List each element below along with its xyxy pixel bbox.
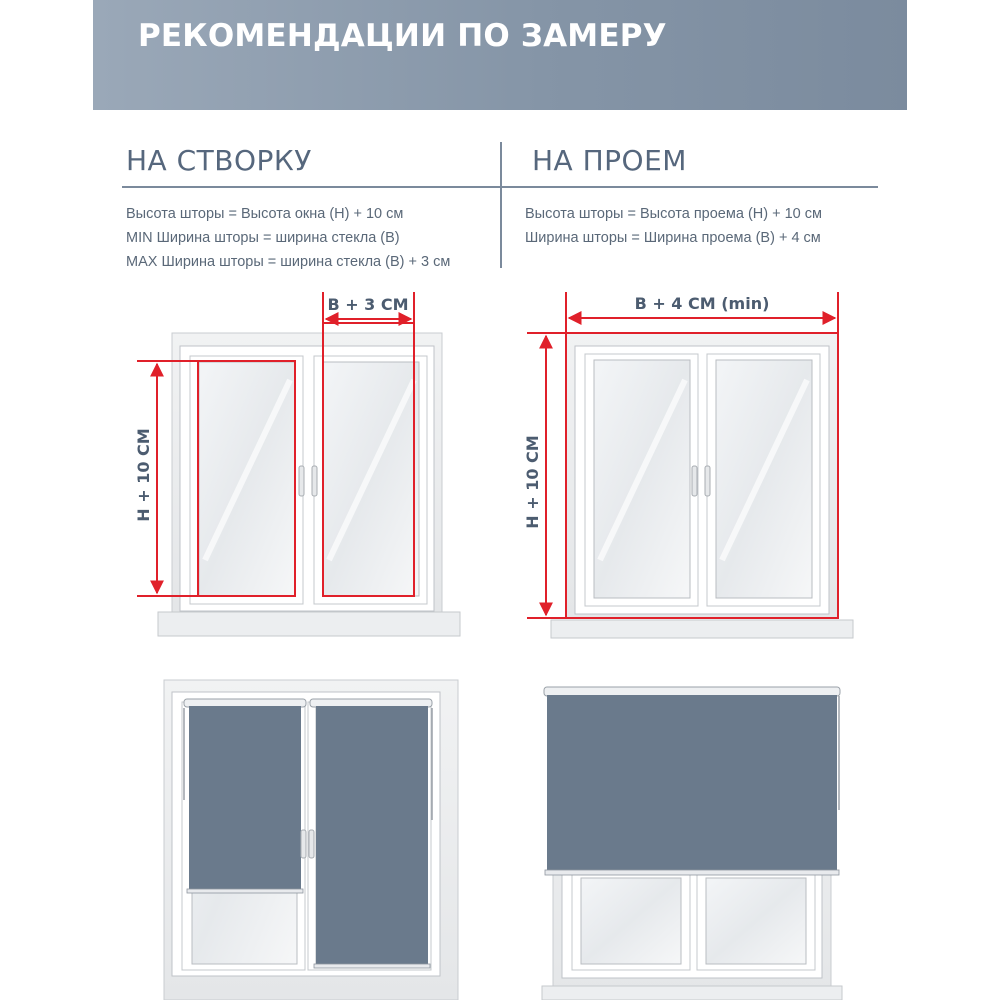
blind-cassette [310,699,432,707]
window-opening-blind [542,687,842,1000]
width-label: В + 4 СМ (min) [634,294,770,313]
window-handle [301,830,306,858]
instruction-line: Ширина шторы = Ширина проема (В) + 4 см [525,230,821,246]
window-handle [312,466,317,496]
window-handle [299,466,304,496]
width-label: В + 3 СМ [327,295,409,314]
window-sill [551,620,853,638]
height-label: Н + 10 СМ [134,428,153,522]
page-title: РЕКОМЕНДАЦИИ ПО ЗАМЕРУ [138,18,667,54]
window-opening-measure [523,292,853,638]
window-glass-left [581,878,681,964]
roller-blind [189,706,301,891]
instruction-line: MIN Ширина шторы = ширина стекла (В) [126,230,400,246]
instruction-line: Высота шторы = Высота проема (Н) + 10 см [525,206,822,222]
instruction-line: Высота шторы = Высота окна (Н) + 10 см [126,206,404,222]
window-sash-blinds [164,680,458,1000]
blind-bottom-bar [187,889,303,893]
window-sill [158,612,460,636]
blind-bottom-bar [545,870,839,875]
window-handle [309,830,314,858]
roller-blind [547,695,837,872]
blind-cassette [184,699,306,707]
window-sash-measure [134,292,460,636]
window-handle [692,466,697,496]
section-title-left: НА СТВОРКУ [126,144,312,177]
height-label: Н + 10 СМ [523,435,542,529]
roller-blind [316,706,428,968]
window-handle [705,466,710,496]
section-title-right: НА ПРОЕМ [532,144,687,177]
blind-cassette [544,687,840,696]
instruction-line: MAX Ширина шторы = ширина стекла (В) + 3 см [126,254,451,270]
window-glass-right [706,878,806,964]
blind-bottom-bar [314,964,430,968]
window-sill [542,986,842,1000]
